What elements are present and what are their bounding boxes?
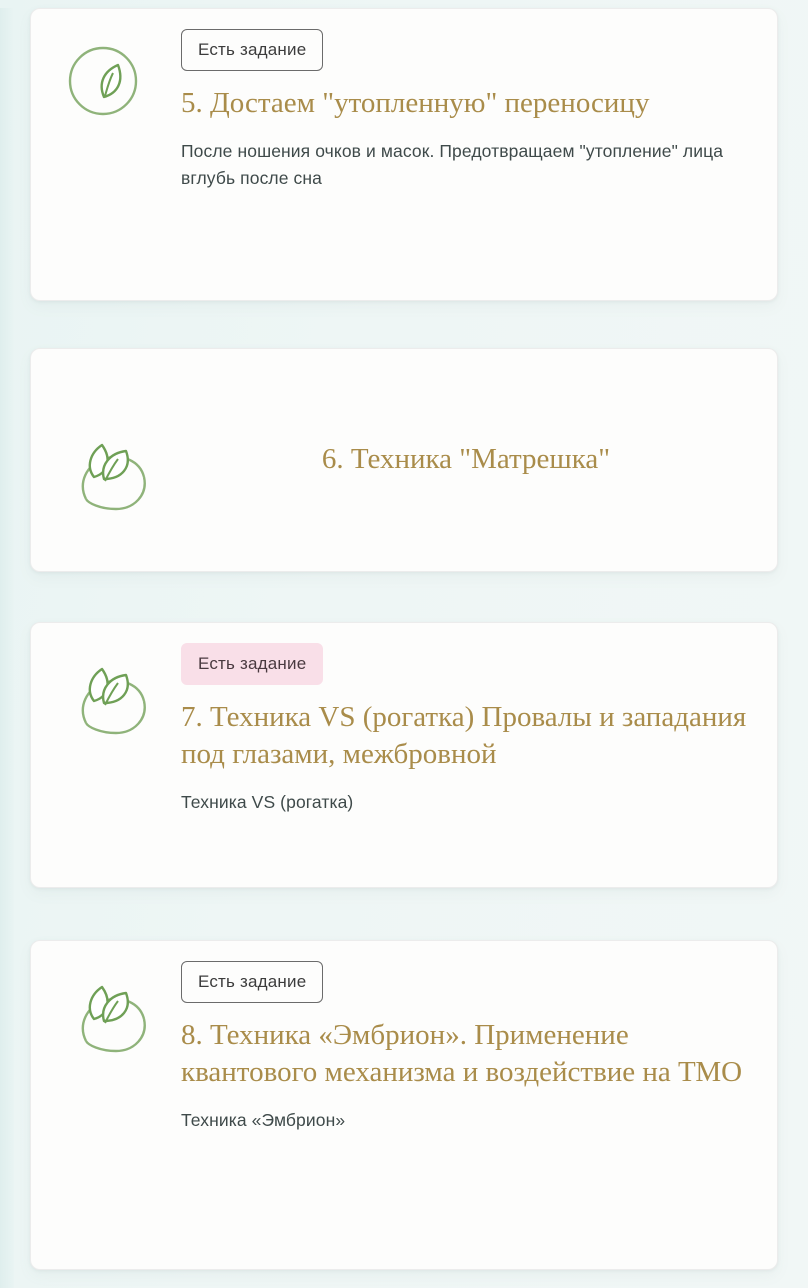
lesson-description: Техника «Эмбрион» [181, 1110, 346, 1131]
lesson-description: Техника VS (рогатка) [181, 792, 354, 813]
leaf-circle-icon [56, 31, 156, 131]
lesson-icon-wrapper [31, 9, 181, 131]
lesson-title: 6. Техника "Матрешка" [321, 443, 611, 476]
lesson-card-body [181, 9, 777, 214]
lesson-card-body [181, 623, 777, 838]
leaf-circle-icon [56, 645, 156, 745]
status-badge: Есть задание [181, 643, 323, 685]
lesson-icon-wrapper [31, 623, 181, 745]
lesson-card[interactable] [30, 940, 778, 1270]
lesson-description: После ношения очков и масок. Предотвращаем "утопление" лица вглубь после сна [181, 141, 724, 189]
leaf-circle-icon [56, 963, 156, 1063]
lesson-card-body [181, 349, 777, 571]
lesson-card[interactable] [30, 8, 778, 301]
lesson-icon-wrapper [31, 941, 181, 1063]
leaf-circle-icon [56, 421, 156, 521]
status-badge: Есть задание [181, 29, 323, 71]
lesson-card[interactable] [30, 622, 778, 888]
lesson-card[interactable] [30, 348, 778, 572]
lesson-title: 5. Достаем "утопленную" переносицу [181, 87, 650, 119]
lesson-title: 7. Техника VS (рогатка) Провалы и западания под глазами, межбровной [181, 701, 747, 771]
lesson-title: 8. Техника «Эмбрион». Применение квантового механизма и воздействие на ТМО [181, 1019, 743, 1089]
lesson-list-page [0, 8, 808, 1288]
status-badge: Есть задание [181, 961, 323, 1003]
page-left-gradient-edge [0, 8, 14, 1288]
lesson-icon-wrapper [31, 399, 181, 521]
lesson-card-body [181, 941, 777, 1156]
